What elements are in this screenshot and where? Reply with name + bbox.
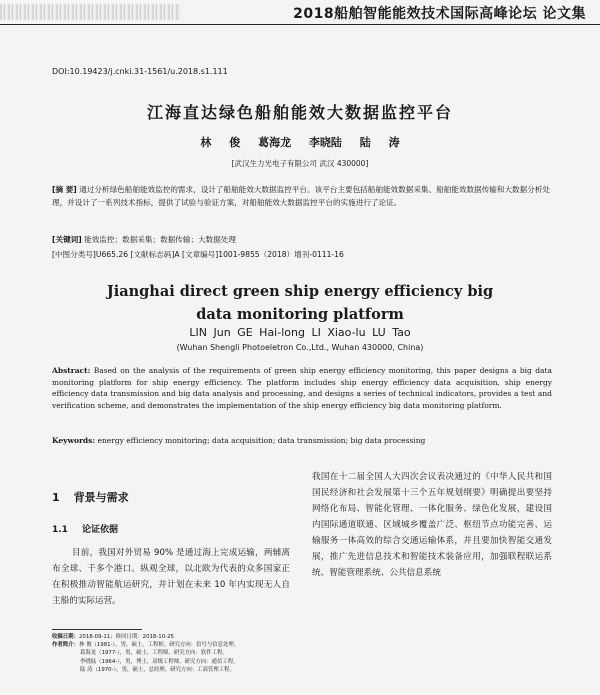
- received-text: 2018-09-11；修回日期：2018-10-25: [78, 634, 174, 640]
- author-line-3: 李晓陆（1964-），男，博士，高级工程师。研究方向：通信工程。: [80, 658, 239, 665]
- en-authors: LIN Jun GE Hai-long LI Xiao-lu LU Tao: [189, 326, 411, 339]
- en-title-line-1: Jianghai direct green ship energy efficiency big: [106, 283, 494, 300]
- section-number: 1: [52, 491, 60, 504]
- cn-keywords: [52, 234, 552, 245]
- en-keywords: [52, 436, 552, 445]
- en-abstract-label: Abstract:: [52, 366, 91, 375]
- footnotes: [52, 633, 552, 674]
- footnote-received: [52, 633, 552, 641]
- author-line-1: 林 俊（1981-），男，硕士，工程师。研究方向：信号与信息处理。: [78, 642, 240, 649]
- cn-keywords-label: [关键词]: [52, 235, 82, 244]
- left-column-paragraph: 目前，我国对外贸易 90% 是通过海上完成运输，两辅离布全球、千多个港口。纵观全球，以北欧为代表的众多国家正在积极推动智能航运研究，并计划在未来 10 年内实现无人自主船的实际运营。: [52, 548, 290, 606]
- author-line-2: 葛海龙（1977-），男，硕士，工程师。研究方向：软件工程。: [80, 650, 228, 657]
- right-column-paragraph: 我国在十二届全国人大四次会议表决通过的《中华人民共和国国民经济和社会发展第十三个五年规划纲要》明确提出要坚持网络化布局、智能化管理、一体化服务、绿色化发展，建设国内国际通道联通、区域城乡覆盖广泛、枢纽节点功能完善、运输服务一体高效的综合交通运输体系，并且要加快智能交通发展，推广先进信息技术和智能技术装备应用，加强联程联运系统、智能管理系统、公共信息系统: [312, 472, 552, 578]
- header-scan-noise: [0, 4, 180, 20]
- en-keywords-label: Keywords:: [52, 436, 96, 445]
- cn-abstract-text: 通过分析绿色船舶能效监控的需求，设计了船舶能效大数据监控平台。该平台主要包括船舶能效数据采集、船舶能效数据传输和大数据分析处理，并设计了一系列技术指标，提供了试验与验证方案，对船舶能效大数据监控平台的实施进行了论证。: [52, 185, 551, 207]
- en-title-line-2: data monitoring platform: [196, 306, 404, 323]
- en-abstract: [52, 365, 552, 411]
- en-abstract-text: Based on the analysis of the requirements of green ship energy efficiency monitoring, this paper designs a big data monitoring platform for ship energy efficiency. The platform includes ship energy efficiency data acquisition, ship energy efficiency data transmission and big data analysis and processing, and designs a series of technical indicators, provides a test and verification scheme, and demonstrates the implementation of the ship energy efficiency big data monitoring platform.: [52, 366, 552, 410]
- subsection-heading: [52, 522, 118, 535]
- footnote-divider: [52, 629, 142, 630]
- cn-abstract: [52, 184, 552, 209]
- cn-keywords-text: 能效监控；数据采集；数据传输；大数据处理: [84, 235, 237, 244]
- cn-abstract-label: [摘 要]: [52, 185, 77, 194]
- cn-paper-title: 江海直达绿色船舶能效大数据监控平台: [146, 103, 453, 122]
- running-header: [0, 0, 600, 25]
- en-keywords-text: energy efficiency monitoring; data acquisition; data transmission; big data processing: [97, 436, 426, 445]
- cn-affiliation: [武汉生力光电子有限公司 武汉 430000]: [231, 159, 369, 168]
- doi: DOI:10.19423/j.cnki.31-1561/u.2018.s1.111: [52, 67, 228, 76]
- subsection-title: 论证依据: [81, 525, 118, 535]
- cn-authors: 林 俊 葛海龙 李晓陆 陆 涛: [200, 136, 400, 149]
- en-paper-title: [0, 280, 600, 326]
- section-title: 背景与需求: [73, 491, 129, 504]
- footnote-author-line: [52, 641, 552, 649]
- author-intro-label: 作者简介：: [52, 642, 79, 649]
- author-line-4: 陆 涛（1970-），男，硕士，总经理。研究方向：工商管理工程。: [80, 666, 235, 673]
- en-affiliation: (Wuhan Shengli Photoeletron Co.,Ltd., Wuhan 430000, China): [176, 343, 424, 352]
- cn-classification: [中图分类号]U665.26 [文献标志码]A [文章编号]1001-9855（2018）增刊-0111-16: [52, 250, 344, 259]
- section-heading: [52, 489, 129, 505]
- journal-title: 2018船舶智能能效技术国际高峰论坛 论文集: [293, 6, 586, 22]
- received-label: 收稿日期：: [52, 634, 79, 640]
- subsection-number: 1.1: [52, 525, 68, 535]
